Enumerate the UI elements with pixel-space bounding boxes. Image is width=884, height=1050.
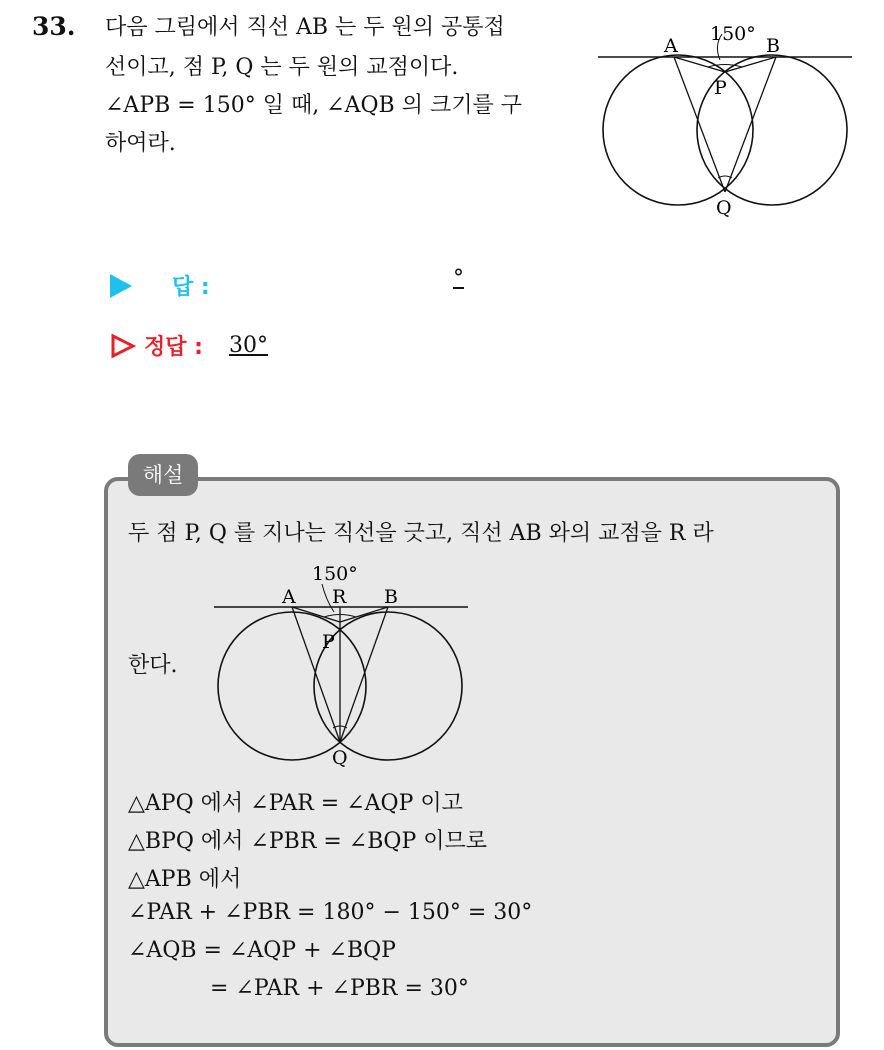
- answer-label: 답 :: [172, 275, 210, 300]
- problem-text-line: 하여라.: [105, 131, 176, 156]
- problem-text-line: ∠APB = 150° 일 때, ∠AQB 의 크기를 구: [105, 93, 522, 118]
- solution-line: 한다.: [128, 653, 178, 678]
- answer-blank-unit[interactable]: °: [453, 266, 464, 291]
- answer-row: [110, 270, 210, 301]
- solution-line: = ∠PAR + ∠PBR = 30°: [210, 976, 469, 1001]
- solution-line: ∠AQB = ∠AQP + ∠BQP: [128, 938, 396, 963]
- correct-answer-label: 정답 :: [144, 335, 203, 360]
- solution-line: 두 점 P, Q 를 지나는 직선을 긋고, 직선 AB 와의 교점을 R 라: [128, 521, 714, 546]
- sol-label-angle: 150°: [312, 563, 358, 585]
- sol-label-a: A: [282, 586, 296, 608]
- sol-label-r: R: [332, 586, 347, 608]
- play-triangle-icon: [110, 274, 132, 298]
- sol-label-p: P: [322, 631, 335, 653]
- segment-bq: [725, 57, 776, 192]
- label-a: A: [664, 35, 678, 57]
- segment-bp: [725, 57, 776, 72]
- sol-left-circle: [218, 612, 366, 760]
- segment-ap: [674, 57, 725, 72]
- problem-figure: [590, 14, 860, 224]
- label-q: Q: [716, 197, 732, 219]
- sol-right-circle: [314, 612, 462, 760]
- sol-segment-bq: [340, 607, 388, 742]
- sol-segment-bp: [340, 607, 388, 622]
- problem-number: 33.: [32, 12, 76, 41]
- solution-tab: 해설: [128, 454, 198, 496]
- label-p: P: [714, 77, 727, 99]
- problem-text-line: 다음 그림에서 직선 AB 는 두 원의 공통접: [105, 15, 505, 40]
- sol-label-b: B: [384, 586, 398, 608]
- correct-answer-row: [110, 330, 268, 361]
- solution-figure: [208, 558, 476, 770]
- problem-text-line: 선이고, 점 P, Q 는 두 원의 교점이다.: [105, 55, 459, 80]
- label-angle: 150°: [710, 23, 756, 45]
- correct-answer-value: 30°: [228, 333, 268, 358]
- solution-line: △APB 에서: [128, 867, 242, 892]
- sol-label-q: Q: [332, 747, 348, 769]
- angle-arc-p: [708, 65, 742, 68]
- solution-line: △BPQ 에서 ∠PBR = ∠BQP 이므로: [128, 829, 487, 854]
- solution-line: ∠PAR + ∠PBR = 180° − 150° = 30°: [128, 900, 533, 925]
- outline-triangle-icon: [110, 333, 136, 359]
- label-b: B: [766, 35, 780, 57]
- left-circle: [603, 55, 753, 205]
- sol-segment-aq: [292, 607, 340, 742]
- solution-line: △APQ 에서 ∠PAR = ∠AQP 이고: [128, 791, 463, 816]
